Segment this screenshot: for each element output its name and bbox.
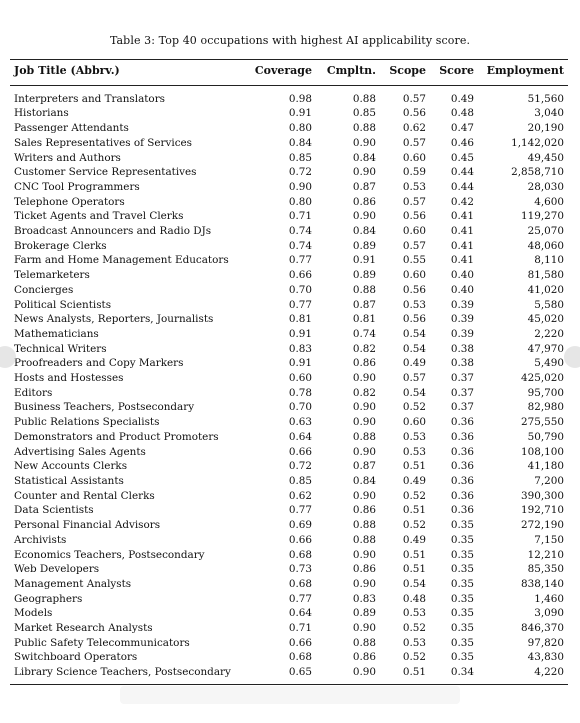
cell-completion: 0.90 [352,622,376,635]
cell-employment: 119,270 [521,210,564,223]
cell-coverage: 0.64 [288,430,312,443]
header-coverage: Coverage [254,64,312,77]
cell-employment: 43,830 [527,651,564,664]
cell-employment: 838,140 [521,577,564,590]
cell-employment: 45,020 [527,313,564,326]
cell-scope: 0.49 [402,474,426,487]
cell-score: 0.35 [450,548,474,561]
cell-job-title: New Accounts Clerks [14,460,128,473]
cell-score: 0.40 [450,283,474,296]
cell-job-title: Telephone Operators [14,195,125,208]
cell-completion: 0.86 [352,651,376,664]
cell-employment: 95,700 [527,386,564,399]
cell-completion: 0.88 [352,430,376,443]
cell-job-title: Sales Representatives of Services [14,136,192,149]
table-row [10,239,568,254]
cell-completion: 0.90 [352,372,376,385]
cell-score: 0.36 [450,460,474,473]
cell-coverage: 0.65 [288,666,312,679]
cell-job-title: Customer Service Representatives [14,166,197,179]
cell-coverage: 0.60 [288,372,312,385]
page-footer-strip [120,686,460,704]
cell-scope: 0.55 [402,254,426,267]
cell-coverage: 0.68 [288,577,312,590]
cell-score: 0.35 [450,563,474,576]
cell-employment: 12,210 [527,548,564,561]
cell-employment: 47,970 [527,342,564,355]
cell-completion: 0.90 [352,416,376,429]
cell-scope: 0.48 [402,592,426,605]
cell-scope: 0.51 [402,548,426,561]
cell-employment: 8,110 [534,254,564,267]
cell-completion: 0.89 [352,269,376,282]
cell-completion: 0.88 [352,636,376,649]
cell-completion: 0.84 [352,225,376,238]
cell-completion: 0.90 [352,577,376,590]
cell-job-title: Library Science Teachers, Postsecondary [14,666,231,679]
cell-completion: 0.90 [352,136,376,149]
cell-scope: 0.57 [402,136,426,149]
cell-job-title: Editors [14,386,53,399]
cell-completion: 0.90 [352,489,376,502]
cell-job-title: Ticket Agents and Travel Clerks [14,210,184,223]
table-header [10,60,568,86]
cell-coverage: 0.78 [288,386,312,399]
cell-scope: 0.56 [402,283,426,296]
table-row [10,253,568,268]
table-row [10,562,568,577]
cell-score: 0.46 [450,136,474,149]
cell-completion: 0.90 [352,666,376,679]
cell-coverage: 0.72 [288,460,312,473]
cell-employment: 192,710 [521,504,564,517]
cell-scope: 0.49 [402,533,426,546]
cell-scope: 0.62 [402,122,426,135]
cell-score: 0.38 [450,357,474,370]
cell-job-title: Interpreters and Translators [14,92,165,105]
table-row [10,283,568,298]
cell-score: 0.39 [450,327,474,340]
cell-coverage: 0.64 [288,607,312,620]
cell-job-title: Management Analysts [14,577,132,590]
cell-score: 0.39 [450,313,474,326]
cell-job-title: Public Safety Telecommunicators [14,636,190,649]
cell-completion: 0.90 [352,210,376,223]
cell-coverage: 0.81 [288,313,312,326]
cell-coverage: 0.68 [288,651,312,664]
table-row [10,180,568,195]
cell-job-title: Writers and Authors [14,151,121,164]
cell-employment: 25,070 [527,225,564,238]
cell-score: 0.40 [450,269,474,282]
cell-job-title: Economics Teachers, Postsecondary [14,548,205,561]
cell-employment: 4,600 [534,195,564,208]
cell-completion: 0.88 [352,122,376,135]
cell-coverage: 0.66 [288,533,312,546]
table-row [10,342,568,357]
cell-score: 0.35 [450,519,474,532]
cell-scope: 0.57 [402,239,426,252]
header-score: Score [439,64,474,77]
cell-coverage: 0.66 [288,269,312,282]
cell-scope: 0.60 [402,151,426,164]
header-employment: Employment [486,64,564,77]
cell-employment: 7,150 [534,533,564,546]
cell-completion: 0.85 [352,107,376,120]
cell-score: 0.35 [450,607,474,620]
table-row [10,400,568,415]
cell-coverage: 0.80 [288,122,312,135]
cell-employment: 3,090 [534,607,564,620]
cell-job-title: Brokerage Clerks [14,239,107,252]
cell-coverage: 0.85 [288,151,312,164]
cell-completion: 0.84 [352,474,376,487]
cell-coverage: 0.91 [288,357,312,370]
cell-scope: 0.52 [402,401,426,414]
cell-score: 0.37 [450,386,474,399]
cell-job-title: Web Developers [14,563,100,576]
cell-completion: 0.84 [352,151,376,164]
cell-completion: 0.81 [352,313,376,326]
cell-score: 0.36 [450,504,474,517]
table-row [10,356,568,371]
cell-scope: 0.57 [402,195,426,208]
cell-score: 0.36 [450,430,474,443]
cell-score: 0.41 [450,239,474,252]
table-row [10,577,568,592]
cell-employment: 390,300 [521,489,564,502]
cell-completion: 0.74 [352,327,376,340]
cell-job-title: Market Research Analysts [14,622,153,635]
table-row [10,312,568,327]
header-row [10,60,568,86]
cell-employment: 5,580 [534,298,564,311]
cell-employment: 425,020 [521,372,564,385]
table-row [10,430,568,445]
cell-coverage: 0.70 [288,283,312,296]
cell-coverage: 0.80 [288,195,312,208]
cell-job-title: Statistical Assistants [14,474,124,487]
table-row [10,489,568,504]
cell-job-title: Models [14,607,53,620]
cell-score: 0.44 [450,166,474,179]
cell-score: 0.36 [450,416,474,429]
cell-scope: 0.51 [402,666,426,679]
cell-scope: 0.54 [402,577,426,590]
cell-job-title: Demonstrators and Product Promoters [14,430,219,443]
cell-employment: 49,450 [527,151,564,164]
table-row [10,151,568,166]
cell-job-title: Advertising Sales Agents [14,445,146,458]
cell-scope: 0.51 [402,460,426,473]
cell-scope: 0.52 [402,622,426,635]
cell-job-title: Proofreaders and Copy Markers [14,357,184,370]
cell-job-title: Geographers [14,592,83,605]
table-row [10,209,568,224]
table-row [10,121,568,136]
occupations-table [10,59,568,685]
cell-coverage: 0.71 [288,622,312,635]
cell-job-title: Passenger Attendants [14,122,129,135]
cell-employment: 2,858,710 [511,166,564,179]
cell-employment: 41,020 [527,283,564,296]
cell-coverage: 0.74 [288,239,312,252]
cell-employment: 4,220 [534,666,564,679]
header-job-title: Job Title (Abbrv.) [14,64,120,77]
cell-score: 0.35 [450,577,474,590]
cell-employment: 272,190 [521,519,564,532]
cell-scope: 0.52 [402,489,426,502]
cell-employment: 82,980 [527,401,564,414]
cell-job-title: Mathematicians [14,327,99,340]
cell-scope: 0.51 [402,504,426,517]
cell-score: 0.44 [450,180,474,193]
cell-coverage: 0.73 [288,563,312,576]
cell-employment: 20,190 [527,122,564,135]
table-caption: Table 3: Top 40 occupations with highest AI applicability score. [109,34,471,47]
table-row [10,195,568,210]
cell-employment: 846,370 [521,622,564,635]
cell-scope: 0.60 [402,269,426,282]
cell-employment: 2,220 [534,327,564,340]
cell-employment: 275,550 [521,416,564,429]
cell-completion: 0.86 [352,563,376,576]
cell-coverage: 0.85 [288,474,312,487]
table-row [10,136,568,151]
cell-scope: 0.53 [402,445,426,458]
cell-completion: 0.86 [352,504,376,517]
cell-score: 0.35 [450,651,474,664]
header-scope: Scope [389,64,426,77]
cell-completion: 0.87 [352,298,376,311]
cell-score: 0.48 [450,107,474,120]
cell-score: 0.41 [450,225,474,238]
page-nav-right-icon [564,346,580,368]
cell-coverage: 0.77 [288,592,312,605]
cell-job-title: Switchboard Operators [14,651,138,664]
cell-job-title: CNC Tool Programmers [14,180,140,193]
cell-completion: 0.90 [352,401,376,414]
cell-job-title: Counter and Rental Clerks [14,489,155,502]
cell-coverage: 0.91 [288,107,312,120]
cell-coverage: 0.91 [288,327,312,340]
table-body [10,85,568,684]
cell-job-title: Data Scientists [14,504,94,517]
cell-scope: 0.57 [402,372,426,385]
cell-scope: 0.52 [402,519,426,532]
cell-score: 0.49 [450,92,474,105]
cell-coverage: 0.70 [288,401,312,414]
cell-coverage: 0.77 [288,298,312,311]
cell-completion: 0.82 [352,342,376,355]
cell-scope: 0.54 [402,386,426,399]
cell-scope: 0.53 [402,607,426,620]
cell-job-title: Archivists [14,533,67,546]
cell-completion: 0.88 [352,519,376,532]
cell-completion: 0.87 [352,180,376,193]
cell-completion: 0.90 [352,548,376,561]
cell-completion: 0.88 [352,283,376,296]
cell-scope: 0.53 [402,636,426,649]
cell-coverage: 0.83 [288,342,312,355]
cell-job-title: News Analysts, Reporters, Journalists [14,313,214,326]
cell-completion: 0.83 [352,592,376,605]
table-row [10,548,568,563]
table-row [10,106,568,121]
cell-score: 0.37 [450,372,474,385]
table-row [10,650,568,665]
cell-coverage: 0.77 [288,254,312,267]
cell-coverage: 0.74 [288,225,312,238]
cell-completion: 0.86 [352,357,376,370]
table-row [10,503,568,518]
cell-coverage: 0.71 [288,210,312,223]
table-row [10,459,568,474]
cell-scope: 0.53 [402,298,426,311]
cell-employment: 7,200 [534,474,564,487]
cell-scope: 0.57 [402,92,426,105]
cell-score: 0.41 [450,210,474,223]
cell-scope: 0.54 [402,342,426,355]
cell-coverage: 0.63 [288,416,312,429]
cell-score: 0.35 [450,592,474,605]
cell-score: 0.36 [450,474,474,487]
table-row [10,268,568,283]
cell-employment: 50,790 [527,430,564,443]
cell-coverage: 0.77 [288,504,312,517]
cell-scope: 0.54 [402,327,426,340]
table-row [10,327,568,342]
cell-scope: 0.59 [402,166,426,179]
cell-scope: 0.56 [402,313,426,326]
cell-coverage: 0.68 [288,548,312,561]
cell-employment: 85,350 [527,563,564,576]
cell-job-title: Telemarketers [14,269,90,282]
cell-employment: 48,060 [527,239,564,252]
header-completion: Cmpltn. [326,64,376,77]
table-row [10,533,568,548]
cell-completion: 0.89 [352,607,376,620]
cell-employment: 51,560 [527,92,564,105]
cell-employment: 81,580 [527,269,564,282]
cell-score: 0.34 [450,666,474,679]
cell-job-title: Technical Writers [14,342,107,355]
cell-job-title: Concierges [14,283,74,296]
table-row [10,636,568,651]
cell-coverage: 0.66 [288,445,312,458]
table-row [10,606,568,621]
cell-score: 0.38 [450,342,474,355]
cell-employment: 1,460 [534,592,564,605]
cell-employment: 108,100 [521,445,564,458]
cell-coverage: 0.66 [288,636,312,649]
table-row [10,386,568,401]
cell-score: 0.35 [450,622,474,635]
cell-job-title: Broadcast Announcers and Radio DJs [14,225,212,238]
cell-completion: 0.90 [352,166,376,179]
cell-score: 0.47 [450,122,474,135]
cell-employment: 97,820 [527,636,564,649]
cell-score: 0.42 [450,195,474,208]
cell-score: 0.45 [450,151,474,164]
cell-coverage: 0.72 [288,166,312,179]
table-row [10,518,568,533]
table-row [10,298,568,313]
cell-coverage: 0.84 [288,136,312,149]
cell-job-title: Political Scientists [14,298,112,311]
cell-coverage: 0.62 [288,489,312,502]
cell-scope: 0.51 [402,563,426,576]
cell-job-title: Farm and Home Management Educators [14,254,229,267]
table-row [10,445,568,460]
table-row [10,665,568,684]
cell-employment: 41,180 [527,460,564,473]
cell-scope: 0.56 [402,210,426,223]
cell-coverage: 0.90 [288,180,312,193]
cell-completion: 0.90 [352,445,376,458]
cell-job-title: Business Teachers, Postsecondary [14,401,195,414]
cell-employment: 1,142,020 [511,136,564,149]
cell-score: 0.36 [450,489,474,502]
cell-score: 0.35 [450,636,474,649]
cell-score: 0.39 [450,298,474,311]
cell-scope: 0.56 [402,107,426,120]
cell-completion: 0.89 [352,239,376,252]
table-row [10,621,568,636]
cell-coverage: 0.98 [288,92,312,105]
cell-employment: 3,040 [534,107,564,120]
table-row [10,224,568,239]
cell-job-title: Historians [14,107,69,120]
cell-scope: 0.53 [402,430,426,443]
cell-completion: 0.88 [352,533,376,546]
cell-scope: 0.49 [402,357,426,370]
table-row [10,592,568,607]
cell-completion: 0.87 [352,460,376,473]
cell-job-title: Hosts and Hostesses [14,372,124,385]
table-row [10,371,568,386]
cell-scope: 0.60 [402,225,426,238]
cell-employment: 28,030 [527,180,564,193]
cell-score: 0.41 [450,254,474,267]
cell-completion: 0.91 [352,254,376,267]
cell-scope: 0.52 [402,651,426,664]
cell-scope: 0.60 [402,416,426,429]
cell-score: 0.35 [450,533,474,546]
table-row [10,474,568,489]
cell-coverage: 0.69 [288,519,312,532]
cell-completion: 0.88 [352,92,376,105]
cell-score: 0.37 [450,401,474,414]
cell-job-title: Public Relations Specialists [14,416,160,429]
cell-score: 0.36 [450,445,474,458]
cell-scope: 0.53 [402,180,426,193]
table-row [10,85,568,106]
cell-employment: 5,490 [534,357,564,370]
cell-completion: 0.82 [352,386,376,399]
table-row [10,165,568,180]
cell-job-title: Personal Financial Advisors [14,519,161,532]
cell-completion: 0.86 [352,195,376,208]
table-row [10,415,568,430]
